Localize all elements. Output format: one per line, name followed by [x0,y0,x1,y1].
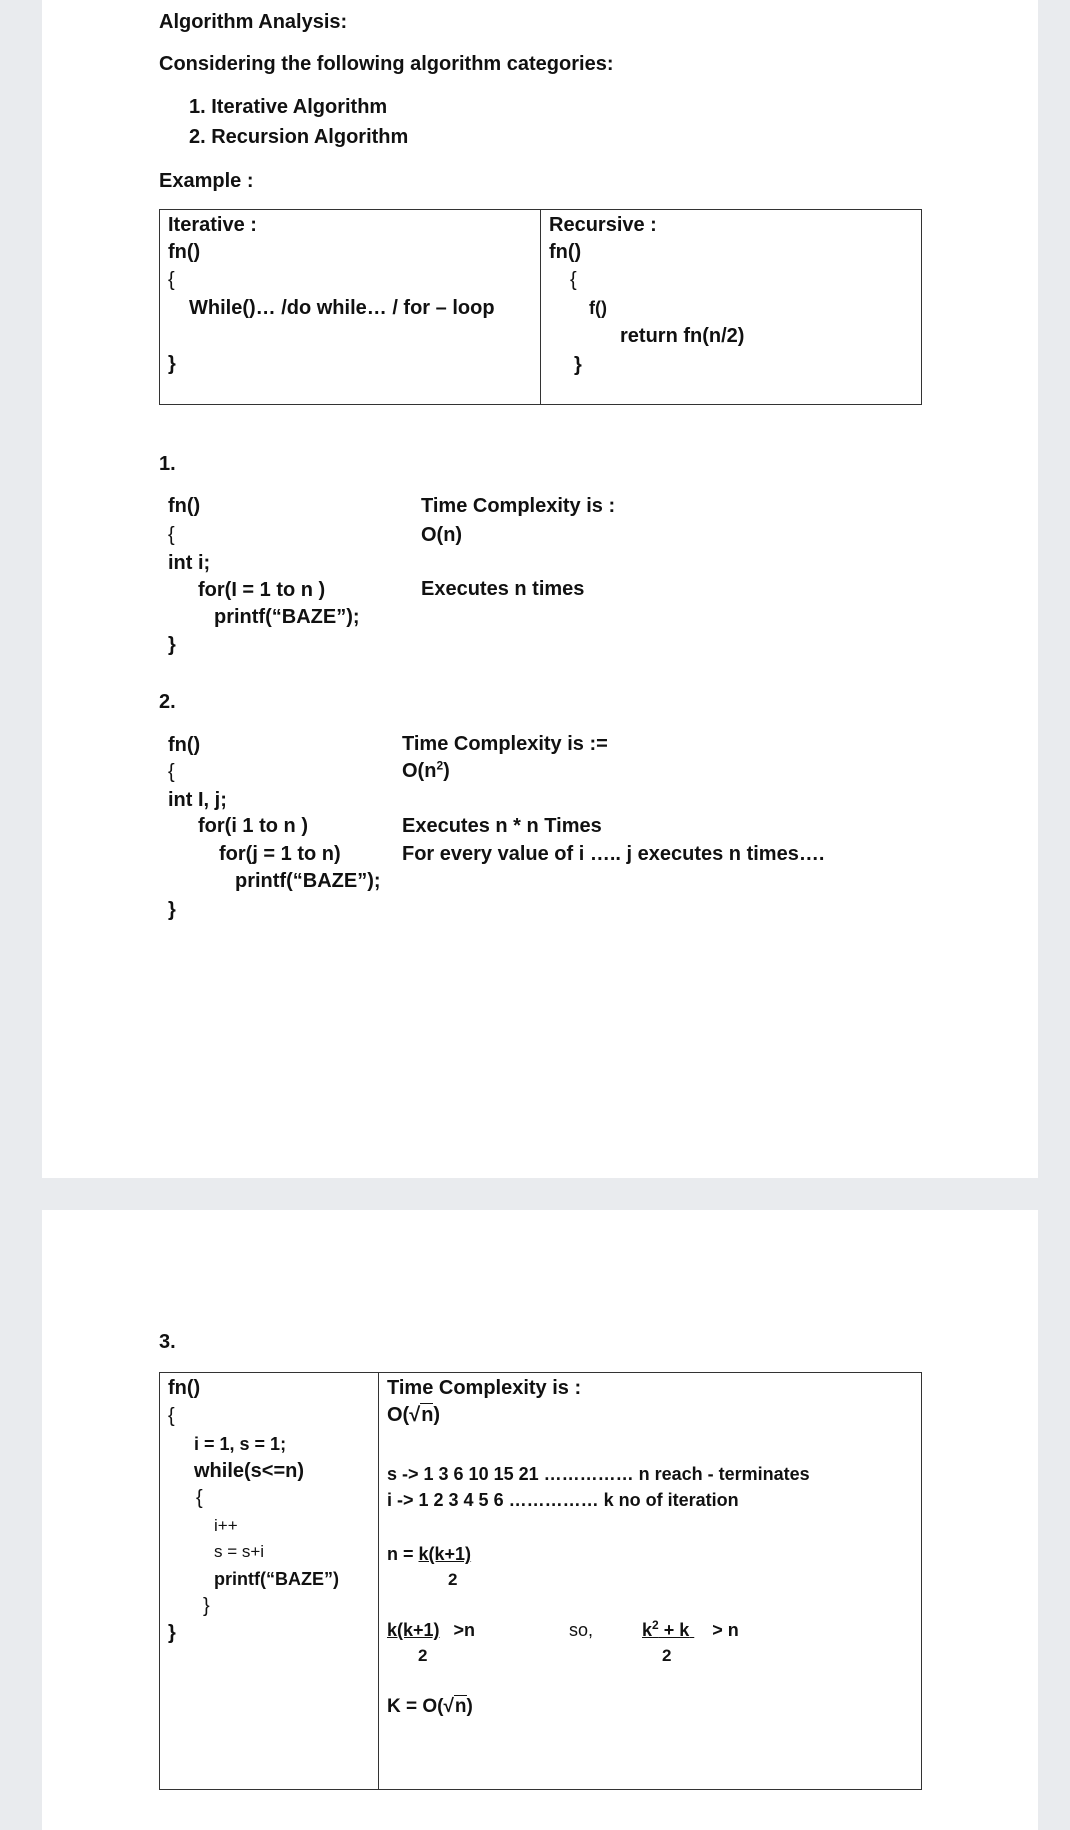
code-line: } [574,354,582,376]
code-line: fn() [168,1377,201,1399]
code-line: { [570,269,577,291]
complexity-note: Executes n * n Times [402,815,602,837]
code-line: While()… /do while… / for – loop [189,297,495,319]
inequality-2-denominator: 2 [662,1646,672,1665]
code-line: } [168,353,176,375]
document-page-2 [42,1210,1038,1830]
n-equation-denominator: 2 [448,1570,458,1589]
category-item: 1. Iterative Algorithm [189,96,388,118]
section-number: 1. [159,453,176,475]
code-line: { [168,269,175,291]
code-line: { [168,524,175,546]
inequality-1-denominator: 2 [418,1646,428,1665]
example-label: Example : [159,170,254,192]
document-page-1 [42,0,1038,1178]
inequality-1: k(k+1) >n [387,1620,476,1640]
category-item: 2. Recursion Algorithm [189,126,409,148]
table-divider [378,1372,379,1790]
recursive-title: Recursive : [549,214,657,236]
code-line: fn() [168,241,201,263]
code-line: f() [589,298,607,318]
complexity-label: Time Complexity is : [421,495,616,517]
code-line: printf(“BAZE”); [214,606,360,628]
result-equation: K = O(√n) [387,1696,473,1717]
complexity-note: Executes n times [421,578,585,600]
code-line: fn() [168,734,201,756]
code-line: printf(“BAZE”) [214,1569,339,1589]
code-line: for(I = 1 to n ) [198,579,326,601]
code-line: { [196,1487,203,1509]
complexity-value: O(√n) [387,1404,441,1426]
section-number: 2. [159,691,176,713]
code-line: i = 1, s = 1; [194,1434,287,1454]
doc-title: Algorithm Analysis: [159,11,348,33]
code-line: { [168,1405,175,1427]
code-line: fn() [168,495,201,517]
s-sequence: s -> 1 3 6 10 15 21 …………… n reach - terminates [387,1464,810,1484]
complexity-value: $O(n^2)$ [402,758,450,782]
code-line: return fn(n/2) [620,325,745,347]
complexity-value: O(n) [421,524,463,546]
iterative-title: Iterative : [168,214,257,236]
inequality-2: $k^2 + k > n$ [642,1618,739,1640]
so-label: so, [569,1620,594,1640]
i-sequence: i -> 1 2 3 4 5 6 …………… k no of iteration [387,1490,739,1510]
table-divider [540,209,541,405]
code-line: printf(“BAZE”); [235,870,381,892]
code-line: } [203,1595,210,1617]
n-equation: n = k(k+1) [387,1544,472,1564]
code-line: } [168,899,176,921]
code-line: int i; [168,552,211,574]
code-line: s = s+i [214,1542,265,1561]
intro-text: Considering the following algorithm categories: [159,53,614,75]
code-line: fn() [549,241,582,263]
code-line: i++ [214,1516,238,1535]
complexity-label: Time Complexity is : [387,1377,582,1399]
code-line: while(s<=n) [194,1460,305,1482]
complexity-label: Time Complexity is := [402,733,608,755]
code-line: for(i 1 to n ) [198,815,308,837]
complexity-note: For every value of i ….. j executes n times…. [402,843,825,865]
code-line: for(j = 1 to n) [219,843,341,865]
section-number: 3. [159,1331,176,1353]
code-line: { [168,761,175,783]
code-line: int I, j; [168,789,227,811]
code-line: } [168,1622,176,1644]
code-line: } [168,634,176,656]
